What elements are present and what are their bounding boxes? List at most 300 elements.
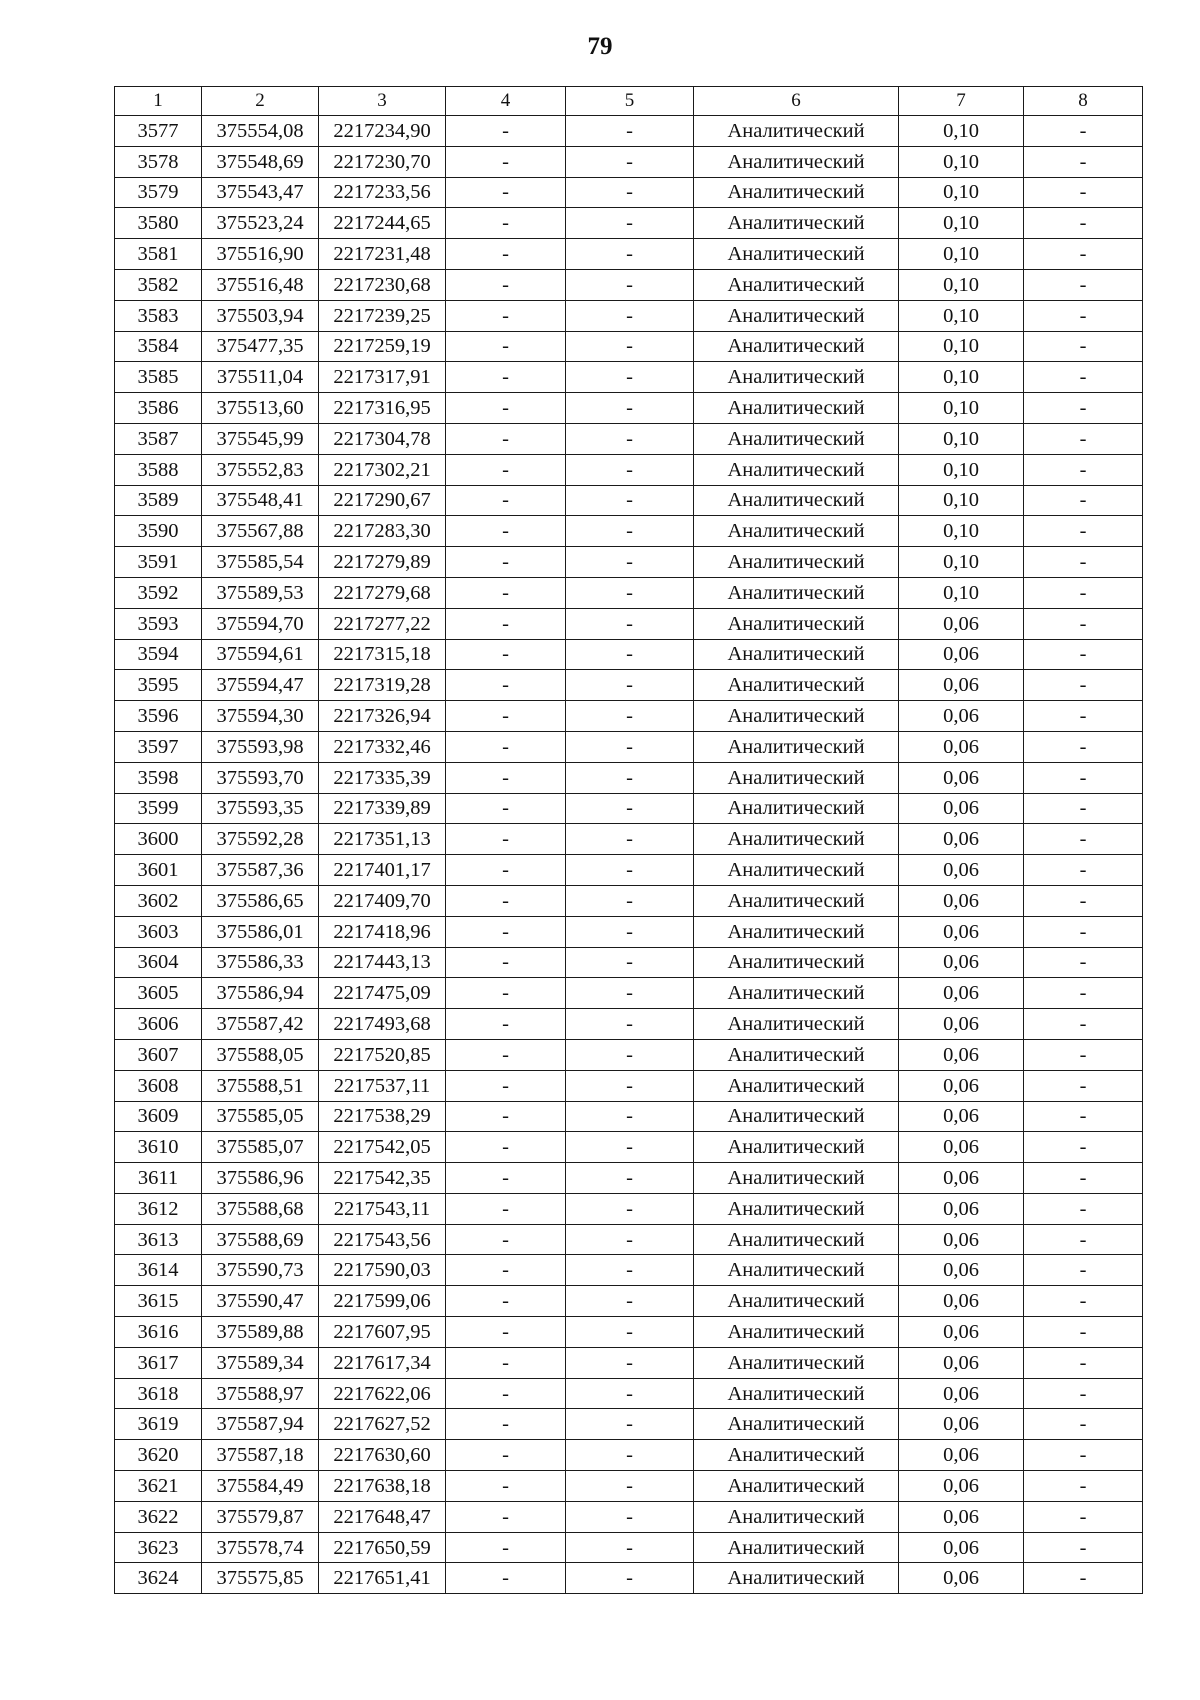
- x-coordinate-cell: 375588,68: [202, 1193, 319, 1224]
- column-5-cell: -: [566, 824, 694, 855]
- x-coordinate-cell: 375590,47: [202, 1286, 319, 1317]
- method-cell: Аналитический: [694, 146, 899, 177]
- x-coordinate-cell: 375579,87: [202, 1501, 319, 1532]
- column-8-cell: -: [1024, 1286, 1143, 1317]
- column-header-1: 1: [115, 87, 202, 116]
- column-4-cell: -: [446, 300, 566, 331]
- method-cell: Аналитический: [694, 300, 899, 331]
- column-8-cell: -: [1024, 855, 1143, 886]
- x-coordinate-cell: 375567,88: [202, 516, 319, 547]
- point-number-cell: 3605: [115, 978, 202, 1009]
- column-8-cell: -: [1024, 1009, 1143, 1040]
- accuracy-cell: 0,06: [899, 1563, 1024, 1594]
- accuracy-cell: 0,06: [899, 1471, 1024, 1502]
- point-number-cell: 3591: [115, 547, 202, 578]
- column-8-cell: -: [1024, 1471, 1143, 1502]
- accuracy-cell: 0,06: [899, 1193, 1024, 1224]
- accuracy-cell: 0,10: [899, 269, 1024, 300]
- x-coordinate-cell: 375548,41: [202, 485, 319, 516]
- column-8-cell: -: [1024, 1224, 1143, 1255]
- x-coordinate-cell: 375594,70: [202, 608, 319, 639]
- x-coordinate-cell: 375578,74: [202, 1532, 319, 1563]
- y-coordinate-cell: 2217230,70: [319, 146, 446, 177]
- column-4-cell: -: [446, 824, 566, 855]
- method-cell: Аналитический: [694, 1471, 899, 1502]
- x-coordinate-cell: 375586,33: [202, 947, 319, 978]
- table-row: [115, 916, 1143, 947]
- method-cell: Аналитический: [694, 916, 899, 947]
- x-coordinate-cell: 375594,61: [202, 639, 319, 670]
- column-5-cell: -: [566, 1440, 694, 1471]
- accuracy-cell: 0,10: [899, 331, 1024, 362]
- y-coordinate-cell: 2217279,68: [319, 577, 446, 608]
- x-coordinate-cell: 375543,47: [202, 177, 319, 208]
- x-coordinate-cell: 375586,96: [202, 1163, 319, 1194]
- y-coordinate-cell: 2217239,25: [319, 300, 446, 331]
- point-number-cell: 3590: [115, 516, 202, 547]
- column-4-cell: -: [446, 978, 566, 1009]
- point-number-cell: 3600: [115, 824, 202, 855]
- column-4-cell: -: [446, 393, 566, 424]
- x-coordinate-cell: 375587,18: [202, 1440, 319, 1471]
- column-8-cell: -: [1024, 423, 1143, 454]
- method-cell: Аналитический: [694, 393, 899, 424]
- table-row: [115, 1286, 1143, 1317]
- method-cell: Аналитический: [694, 177, 899, 208]
- accuracy-cell: 0,06: [899, 1440, 1024, 1471]
- x-coordinate-cell: 375586,01: [202, 916, 319, 947]
- column-4-cell: -: [446, 1347, 566, 1378]
- method-cell: Аналитический: [694, 1501, 899, 1532]
- table-row: [115, 762, 1143, 793]
- accuracy-cell: 0,06: [899, 885, 1024, 916]
- accuracy-cell: 0,10: [899, 577, 1024, 608]
- y-coordinate-cell: 2217520,85: [319, 1039, 446, 1070]
- column-5-cell: -: [566, 1070, 694, 1101]
- table-row: [115, 1532, 1143, 1563]
- column-4-cell: -: [446, 1378, 566, 1409]
- method-cell: Аналитический: [694, 1070, 899, 1101]
- point-number-cell: 3616: [115, 1317, 202, 1348]
- column-5-cell: -: [566, 1132, 694, 1163]
- y-coordinate-cell: 2217542,05: [319, 1132, 446, 1163]
- column-4-cell: -: [446, 1193, 566, 1224]
- column-8-cell: -: [1024, 177, 1143, 208]
- table-row: [115, 1101, 1143, 1132]
- point-number-cell: 3582: [115, 269, 202, 300]
- accuracy-cell: 0,06: [899, 1039, 1024, 1070]
- column-5-cell: -: [566, 885, 694, 916]
- point-number-cell: 3619: [115, 1409, 202, 1440]
- point-number-cell: 3603: [115, 916, 202, 947]
- point-number-cell: 3588: [115, 454, 202, 485]
- x-coordinate-cell: 375516,90: [202, 239, 319, 270]
- table-row: [115, 855, 1143, 886]
- column-4-cell: -: [446, 1501, 566, 1532]
- y-coordinate-cell: 2217638,18: [319, 1471, 446, 1502]
- accuracy-cell: 0,06: [899, 701, 1024, 732]
- column-5-cell: -: [566, 639, 694, 670]
- table-row: [115, 1132, 1143, 1163]
- y-coordinate-cell: 2217290,67: [319, 485, 446, 516]
- column-8-cell: -: [1024, 1101, 1143, 1132]
- point-number-cell: 3618: [115, 1378, 202, 1409]
- method-cell: Аналитический: [694, 670, 899, 701]
- accuracy-cell: 0,10: [899, 454, 1024, 485]
- y-coordinate-cell: 2217590,03: [319, 1255, 446, 1286]
- accuracy-cell: 0,10: [899, 547, 1024, 578]
- column-4-cell: -: [446, 1132, 566, 1163]
- page-number: 79: [587, 33, 613, 60]
- column-8-cell: -: [1024, 300, 1143, 331]
- column-4-cell: -: [446, 516, 566, 547]
- column-8-cell: -: [1024, 916, 1143, 947]
- method-cell: Аналитический: [694, 1224, 899, 1255]
- point-number-cell: 3612: [115, 1193, 202, 1224]
- method-cell: Аналитический: [694, 1286, 899, 1317]
- x-coordinate-cell: 375554,08: [202, 116, 319, 147]
- point-number-cell: 3584: [115, 331, 202, 362]
- column-4-cell: -: [446, 1471, 566, 1502]
- x-coordinate-cell: 375587,42: [202, 1009, 319, 1040]
- table-row: [115, 731, 1143, 762]
- table-row: [115, 269, 1143, 300]
- column-5-cell: -: [566, 947, 694, 978]
- column-8-cell: -: [1024, 1255, 1143, 1286]
- method-cell: Аналитический: [694, 1378, 899, 1409]
- point-number-cell: 3579: [115, 177, 202, 208]
- table-row: [115, 608, 1143, 639]
- column-4-cell: -: [446, 208, 566, 239]
- accuracy-cell: 0,06: [899, 1378, 1024, 1409]
- point-number-cell: 3593: [115, 608, 202, 639]
- method-cell: Аналитический: [694, 516, 899, 547]
- column-4-cell: -: [446, 1286, 566, 1317]
- table-row: [115, 239, 1143, 270]
- method-cell: Аналитический: [694, 577, 899, 608]
- method-cell: Аналитический: [694, 331, 899, 362]
- column-8-cell: -: [1024, 1440, 1143, 1471]
- column-8-cell: -: [1024, 239, 1143, 270]
- accuracy-cell: 0,06: [899, 1009, 1024, 1040]
- y-coordinate-cell: 2217543,56: [319, 1224, 446, 1255]
- table-row: [115, 978, 1143, 1009]
- table-row: [115, 300, 1143, 331]
- column-8-cell: -: [1024, 146, 1143, 177]
- accuracy-cell: 0,10: [899, 239, 1024, 270]
- method-cell: Аналитический: [694, 639, 899, 670]
- y-coordinate-cell: 2217326,94: [319, 701, 446, 732]
- accuracy-cell: 0,06: [899, 762, 1024, 793]
- x-coordinate-cell: 375593,35: [202, 793, 319, 824]
- y-coordinate-cell: 2217627,52: [319, 1409, 446, 1440]
- column-8-cell: -: [1024, 1409, 1143, 1440]
- x-coordinate-cell: 375588,97: [202, 1378, 319, 1409]
- column-4-cell: -: [446, 1532, 566, 1563]
- x-coordinate-cell: 375590,73: [202, 1255, 319, 1286]
- column-8-cell: -: [1024, 485, 1143, 516]
- column-8-cell: -: [1024, 1317, 1143, 1348]
- column-8-cell: -: [1024, 269, 1143, 300]
- method-cell: Аналитический: [694, 855, 899, 886]
- column-8-cell: -: [1024, 947, 1143, 978]
- column-8-cell: -: [1024, 1347, 1143, 1378]
- table-row: [115, 1070, 1143, 1101]
- y-coordinate-cell: 2217443,13: [319, 947, 446, 978]
- column-4-cell: -: [446, 454, 566, 485]
- accuracy-cell: 0,10: [899, 423, 1024, 454]
- column-8-cell: -: [1024, 701, 1143, 732]
- table-row: [115, 1409, 1143, 1440]
- column-8-cell: -: [1024, 762, 1143, 793]
- y-coordinate-cell: 2217244,65: [319, 208, 446, 239]
- table-row: [115, 362, 1143, 393]
- column-4-cell: -: [446, 146, 566, 177]
- column-5-cell: -: [566, 516, 694, 547]
- accuracy-cell: 0,10: [899, 208, 1024, 239]
- y-coordinate-cell: 2217230,68: [319, 269, 446, 300]
- x-coordinate-cell: 375503,94: [202, 300, 319, 331]
- y-coordinate-cell: 2217409,70: [319, 885, 446, 916]
- x-coordinate-cell: 375589,34: [202, 1347, 319, 1378]
- accuracy-cell: 0,06: [899, 670, 1024, 701]
- point-number-cell: 3624: [115, 1563, 202, 1594]
- method-cell: Аналитический: [694, 1193, 899, 1224]
- y-coordinate-cell: 2217650,59: [319, 1532, 446, 1563]
- column-8-cell: -: [1024, 608, 1143, 639]
- column-4-cell: -: [446, 1255, 566, 1286]
- y-coordinate-cell: 2217538,29: [319, 1101, 446, 1132]
- point-number-cell: 3595: [115, 670, 202, 701]
- y-coordinate-cell: 2217401,17: [319, 855, 446, 886]
- column-4-cell: -: [446, 116, 566, 147]
- method-cell: Аналитический: [694, 1132, 899, 1163]
- column-5-cell: -: [566, 1039, 694, 1070]
- y-coordinate-cell: 2217537,11: [319, 1070, 446, 1101]
- x-coordinate-cell: 375589,53: [202, 577, 319, 608]
- accuracy-cell: 0,06: [899, 916, 1024, 947]
- column-5-cell: -: [566, 1532, 694, 1563]
- table-row: [115, 331, 1143, 362]
- method-cell: Аналитический: [694, 454, 899, 485]
- accuracy-cell: 0,06: [899, 1317, 1024, 1348]
- method-cell: Аналитический: [694, 547, 899, 578]
- column-5-cell: -: [566, 1563, 694, 1594]
- column-4-cell: -: [446, 885, 566, 916]
- y-coordinate-cell: 2217651,41: [319, 1563, 446, 1594]
- column-5-cell: -: [566, 1471, 694, 1502]
- accuracy-cell: 0,06: [899, 1224, 1024, 1255]
- point-number-cell: 3580: [115, 208, 202, 239]
- method-cell: Аналитический: [694, 423, 899, 454]
- column-8-cell: -: [1024, 1378, 1143, 1409]
- column-4-cell: -: [446, 1009, 566, 1040]
- x-coordinate-cell: 375594,30: [202, 701, 319, 732]
- accuracy-cell: 0,06: [899, 1101, 1024, 1132]
- column-5-cell: -: [566, 978, 694, 1009]
- accuracy-cell: 0,10: [899, 393, 1024, 424]
- column-8-cell: -: [1024, 793, 1143, 824]
- column-header-3: 3: [319, 87, 446, 116]
- column-8-cell: -: [1024, 362, 1143, 393]
- accuracy-cell: 0,10: [899, 300, 1024, 331]
- column-5-cell: -: [566, 362, 694, 393]
- column-5-cell: -: [566, 762, 694, 793]
- accuracy-cell: 0,06: [899, 978, 1024, 1009]
- x-coordinate-cell: 375587,36: [202, 855, 319, 886]
- method-cell: Аналитический: [694, 116, 899, 147]
- point-number-cell: 3622: [115, 1501, 202, 1532]
- column-8-cell: -: [1024, 516, 1143, 547]
- table-header-row: [115, 87, 1143, 116]
- point-number-cell: 3623: [115, 1532, 202, 1563]
- point-number-cell: 3611: [115, 1163, 202, 1194]
- column-5-cell: -: [566, 116, 694, 147]
- point-number-cell: 3592: [115, 577, 202, 608]
- point-number-cell: 3617: [115, 1347, 202, 1378]
- accuracy-cell: 0,06: [899, 1347, 1024, 1378]
- method-cell: Аналитический: [694, 1163, 899, 1194]
- column-4-cell: -: [446, 947, 566, 978]
- x-coordinate-cell: 375585,07: [202, 1132, 319, 1163]
- column-8-cell: -: [1024, 639, 1143, 670]
- column-4-cell: -: [446, 916, 566, 947]
- accuracy-cell: 0,06: [899, 1286, 1024, 1317]
- column-4-cell: -: [446, 1163, 566, 1194]
- column-header-6: 6: [694, 87, 899, 116]
- y-coordinate-cell: 2217493,68: [319, 1009, 446, 1040]
- x-coordinate-cell: 375585,54: [202, 547, 319, 578]
- column-5-cell: -: [566, 731, 694, 762]
- point-number-cell: 3589: [115, 485, 202, 516]
- point-number-cell: 3608: [115, 1070, 202, 1101]
- y-coordinate-cell: 2217259,19: [319, 331, 446, 362]
- method-cell: Аналитический: [694, 1039, 899, 1070]
- column-5-cell: -: [566, 423, 694, 454]
- point-number-cell: 3602: [115, 885, 202, 916]
- point-number-cell: 3607: [115, 1039, 202, 1070]
- column-4-cell: -: [446, 1101, 566, 1132]
- table-row: [115, 577, 1143, 608]
- table-body: [115, 116, 1143, 1594]
- column-5-cell: -: [566, 393, 694, 424]
- point-number-cell: 3621: [115, 1471, 202, 1502]
- point-number-cell: 3614: [115, 1255, 202, 1286]
- accuracy-cell: 0,06: [899, 608, 1024, 639]
- table-row: [115, 1440, 1143, 1471]
- point-number-cell: 3577: [115, 116, 202, 147]
- column-5-cell: -: [566, 1009, 694, 1040]
- method-cell: Аналитический: [694, 947, 899, 978]
- x-coordinate-cell: 375584,49: [202, 1471, 319, 1502]
- point-number-cell: 3585: [115, 362, 202, 393]
- column-5-cell: -: [566, 916, 694, 947]
- accuracy-cell: 0,06: [899, 639, 1024, 670]
- column-8-cell: -: [1024, 1532, 1143, 1563]
- x-coordinate-cell: 375593,98: [202, 731, 319, 762]
- column-4-cell: -: [446, 331, 566, 362]
- table-row: [115, 947, 1143, 978]
- column-5-cell: -: [566, 269, 694, 300]
- x-coordinate-cell: 375523,24: [202, 208, 319, 239]
- column-4-cell: -: [446, 269, 566, 300]
- table-row: [115, 1347, 1143, 1378]
- method-cell: Аналитический: [694, 485, 899, 516]
- x-coordinate-cell: 375511,04: [202, 362, 319, 393]
- point-number-cell: 3604: [115, 947, 202, 978]
- column-5-cell: -: [566, 331, 694, 362]
- y-coordinate-cell: 2217283,30: [319, 516, 446, 547]
- x-coordinate-cell: 375588,05: [202, 1039, 319, 1070]
- y-coordinate-cell: 2217315,18: [319, 639, 446, 670]
- column-4-cell: -: [446, 362, 566, 393]
- point-number-cell: 3594: [115, 639, 202, 670]
- table-row: [115, 485, 1143, 516]
- column-5-cell: -: [566, 208, 694, 239]
- y-coordinate-cell: 2217622,06: [319, 1378, 446, 1409]
- table-row: [115, 1224, 1143, 1255]
- column-header-5: 5: [566, 87, 694, 116]
- table-row: [115, 793, 1143, 824]
- x-coordinate-cell: 375548,69: [202, 146, 319, 177]
- x-coordinate-cell: 375592,28: [202, 824, 319, 855]
- table-row: [115, 1471, 1143, 1502]
- accuracy-cell: 0,10: [899, 116, 1024, 147]
- column-5-cell: -: [566, 177, 694, 208]
- method-cell: Аналитический: [694, 269, 899, 300]
- x-coordinate-cell: 375586,65: [202, 885, 319, 916]
- accuracy-cell: 0,10: [899, 516, 1024, 547]
- y-coordinate-cell: 2217648,47: [319, 1501, 446, 1532]
- point-number-cell: 3586: [115, 393, 202, 424]
- accuracy-cell: 0,06: [899, 1501, 1024, 1532]
- accuracy-cell: 0,10: [899, 177, 1024, 208]
- x-coordinate-cell: 375516,48: [202, 269, 319, 300]
- column-8-cell: -: [1024, 1193, 1143, 1224]
- method-cell: Аналитический: [694, 885, 899, 916]
- column-4-cell: -: [446, 423, 566, 454]
- table-row: [115, 393, 1143, 424]
- method-cell: Аналитический: [694, 1440, 899, 1471]
- accuracy-cell: 0,06: [899, 793, 1024, 824]
- column-5-cell: -: [566, 1347, 694, 1378]
- column-4-cell: -: [446, 608, 566, 639]
- accuracy-cell: 0,06: [899, 1163, 1024, 1194]
- column-8-cell: -: [1024, 393, 1143, 424]
- table-row: [115, 547, 1143, 578]
- table-row: [115, 116, 1143, 147]
- method-cell: Аналитический: [694, 1317, 899, 1348]
- table-row: [115, 177, 1143, 208]
- point-number-cell: 3610: [115, 1132, 202, 1163]
- column-4-cell: -: [446, 793, 566, 824]
- column-5-cell: -: [566, 1286, 694, 1317]
- column-8-cell: -: [1024, 885, 1143, 916]
- point-number-cell: 3620: [115, 1440, 202, 1471]
- x-coordinate-cell: 375589,88: [202, 1317, 319, 1348]
- column-8-cell: -: [1024, 454, 1143, 485]
- x-coordinate-cell: 375477,35: [202, 331, 319, 362]
- point-number-cell: 3583: [115, 300, 202, 331]
- column-8-cell: -: [1024, 1501, 1143, 1532]
- column-5-cell: -: [566, 855, 694, 886]
- column-4-cell: -: [446, 762, 566, 793]
- column-5-cell: -: [566, 239, 694, 270]
- x-coordinate-cell: 375593,70: [202, 762, 319, 793]
- accuracy-cell: 0,06: [899, 1409, 1024, 1440]
- method-cell: Аналитический: [694, 731, 899, 762]
- y-coordinate-cell: 2217231,48: [319, 239, 446, 270]
